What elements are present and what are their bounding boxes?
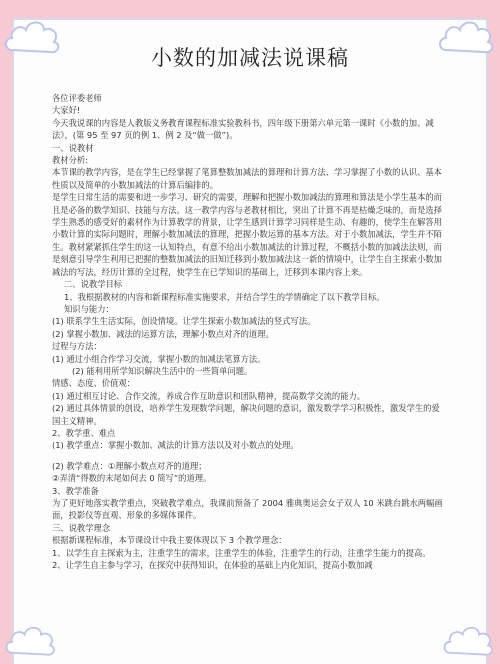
- subheading: 过程与方法：: [52, 341, 102, 352]
- subheading: 情感、态度、价值观：: [52, 378, 135, 389]
- intro-paragraph: 今天我说课的内容是人教版义务教育课程标准实验教科书，四年级下册第六单元第一课时《小数的加、减法》，(第 95 至 97 页的例 1、例 2 及“做一做”)。: [52, 117, 434, 141]
- list-item: (1) 教学重点：掌握小数加、减法的计算方法以及对小数点的处理。: [52, 440, 299, 451]
- cloud-decoration-bottom-left-icon: [2, 620, 60, 660]
- greeting: 大家好!: [52, 105, 81, 116]
- cloud-decoration-bottom-right-icon: [440, 620, 498, 660]
- section-heading: 二、说教学目标: [64, 279, 123, 290]
- document-body: [52, 92, 444, 571]
- subheading: 教材分析:: [52, 155, 88, 166]
- section-heading: 一、说教材: [52, 142, 94, 153]
- list-item: (1) 联系学生生活实际，创设情境。让学生探索小数加减法的竖式写法。: [52, 316, 316, 327]
- section-heading: 三、说教学理念: [52, 522, 111, 533]
- list-item: (2) 教学难点：①理解小数点对齐的道理；: [52, 460, 207, 471]
- paragraph: 为了更好地落实教学重点，突破教学难点，我课前预备了 2004 雅典奥运会女子双人 10 米跳台跳水两幅画面，投影仪等直观、形象的多媒体课件。: [52, 498, 443, 521]
- paragraph: 根据新课程标准，本节课设计中我主要体现以下 3 个教学理念：: [52, 535, 287, 546]
- paragraph: 是学生日常生活的需要和进一步学习、研究的需要，理解和把握小数加减法的算理和算法是小学生基本的而且是必备的数学知识、技能与方法。这一教学内容与老教材相比，突出了计算不再是枯燥乏味的，而是选择学生熟悉的感受好的素材作为计算教学的背景，让学生感到计算学习同样是生动、有趣的，使学生在解答用小数计算的实际问题时，理解小数加减法的算理，把握小数运算的基本方法。对于小数加减法，学生并不陌生。教材紧紧抓住学生的这一认知特点，有意不给出小数加减法的计算过程，不概括小数的加减法法则，而是刻意引导学生利用已把握的整数加减法的旧知迁移到小数加减法这一新的情境中，让学生自主探索小数加减法的写法，经历计算的全过程，使学生在已学知识的基础上，迁移到本课内容上来。: [52, 192, 442, 277]
- subheading: 知识与能力：: [64, 303, 114, 314]
- salutation: 各位评委老师: [52, 93, 102, 103]
- section-heading: 2、教学重、难点: [52, 427, 116, 438]
- page-title: 小数的加减法说课稿: [151, 46, 349, 70]
- list-item: (2) 能利用所学知识解决生活中的一些简单问题。: [72, 365, 253, 376]
- list-item: 1、以学生自主探索为主，注重学生的需求，注重学生的体验，注重学生的行动，注重学生能力的提高。: [52, 547, 431, 558]
- list-item: ②弄清“得数的末尾如何去 0 简写”的道理。: [52, 473, 212, 484]
- paragraph: 本节课的教学内容，是在学生已经掌握了笔算整数加减法的算理和计算方法、学习掌握了小数的认识、基本性质以及简单的小数加减法的计算后编排的。: [52, 167, 442, 190]
- section-heading: 3、教学准备: [52, 485, 99, 496]
- paragraph: 1、我根据教材的内容和新课程标准实施要求，并结合学生的学情确定了以下教学目标。: [64, 291, 385, 302]
- list-item: (1) 通过小组合作学习交流，掌握小数的加减法笔算方法。: [52, 353, 266, 364]
- list-item: (2) 通过具体情景的创设，培养学生发现数学问题，解决问题的意识，激发数学学习积极性，激发学生的爱国主义精神。: [52, 403, 440, 426]
- list-item: (1) 通过相互讨论、合作交流，养成合作互助意识和团队精神，提高数学交流的能力。: [52, 390, 366, 401]
- list-item: (2) 掌握小数加、减法的运算方法，理解小数点对齐的道理。: [52, 328, 274, 339]
- list-item: 2、让学生自主参与学习，在探究中获得知识，在体验的基础上内化知识，提高小数加减: [52, 560, 373, 571]
